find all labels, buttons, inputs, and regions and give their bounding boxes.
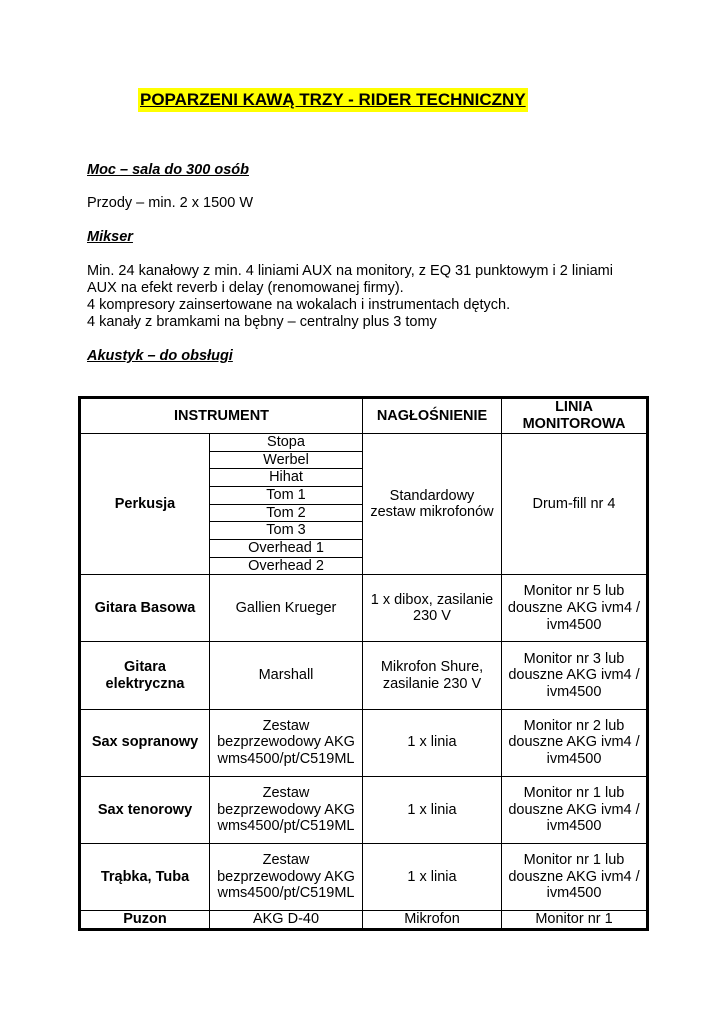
monitor-cell: Monitor nr 5 lub dousznе AKG ivm4 / ivm4500 (502, 575, 648, 642)
naglosnienie-cell: Mikrofon Shure, zasilanie 230 V (363, 642, 502, 709)
naglosnienie-cell: 1 x linia (363, 776, 502, 843)
mikser-line-1: Min. 24 kanałowy z min. 4 liniami AUX na monitory, z EQ 31 punktowym i 2 liniami (87, 263, 613, 279)
header-instrument: INSTRUMENT (80, 398, 363, 434)
drum-item: Tom 1 (210, 487, 363, 505)
moc-heading: Moc – sala do 300 osób (87, 162, 249, 178)
naglosnienie-cell: Mikrofon (363, 911, 502, 930)
monitor-cell: Drum-fill nr 4 (502, 434, 648, 575)
document-title: POPARZENI KAWĄ TRZY - RIDER TECHNICZNY (138, 88, 528, 112)
mikser-heading: Mikser (87, 229, 133, 245)
mikser-line-2: AUX na efekt reverb i delay (renomowanej firmy). (87, 280, 404, 296)
equipment-cell: AKG D-40 (210, 911, 363, 930)
drum-item: Hihat (210, 469, 363, 487)
mikser-line-4: 4 kanały z bramkami na bębny – centralny plus 3 tomy (87, 314, 437, 330)
instrument-name: Perkusja (80, 434, 210, 575)
table-row (80, 776, 648, 843)
table-row (80, 844, 648, 911)
drum-item: Overhead 2 (210, 557, 363, 575)
monitor-cell: Monitor nr 1 (502, 911, 648, 930)
instrument-name: Sax tenorowy (80, 776, 210, 843)
table-row (80, 434, 648, 452)
instrument-name: Puzon (80, 911, 210, 930)
drum-item: Overhead 1 (210, 539, 363, 557)
header-naglosnienie: NAGŁOŚNIENIE (363, 398, 502, 434)
drum-item: Tom 2 (210, 504, 363, 522)
instrument-name: Gitara Basowa (80, 575, 210, 642)
table-row (80, 575, 648, 642)
monitor-cell: Monitor nr 2 lub douszne AKG ivm4 / ivm4500 (502, 709, 648, 776)
monitor-cell: Monitor nr 1 lub douszne AKG ivm4 / ivm4500 (502, 776, 648, 843)
drum-item: Werbel (210, 451, 363, 469)
drum-item: Tom 3 (210, 522, 363, 540)
mikser-line-3: 4 kompresory zainsertowane na wokalach i instrumentach dętych. (87, 297, 511, 313)
table-header-row (80, 398, 648, 434)
header-linia-monitorowa: LINIA MONITOROWA (502, 398, 648, 434)
naglosnienie-cell: 1 x linia (363, 709, 502, 776)
table-row (80, 911, 648, 930)
naglosnienie-cell: Standardowy zestaw mikrofonów (363, 434, 502, 575)
rider-table (78, 396, 649, 931)
akustyk-heading: Akustyk – do obsługi (87, 348, 233, 364)
equipment-cell: Marshall (210, 642, 363, 709)
naglosnienie-cell: 1 x linia (363, 844, 502, 911)
table-row (80, 642, 648, 709)
monitor-cell: Monitor nr 1 lub douszne AKG ivm4 / ivm4500 (502, 844, 648, 911)
instrument-name: Gitara elektryczna (80, 642, 210, 709)
drum-item: Stopa (210, 434, 363, 452)
monitor-cell: Monitor nr 3 lub douszne AKG ivm4 / ivm4500 (502, 642, 648, 709)
equipment-cell: Zestaw bezprzewodowy AKG wms4500/pt/C519ML (210, 844, 363, 911)
instrument-name: Sax sopranowy (80, 709, 210, 776)
table-row (80, 709, 648, 776)
moc-line: Przody – min. 2 x 1500 W (87, 195, 254, 211)
equipment-cell: Zestaw bezprzewodowy AKG wms4500/pt/C519ML (210, 776, 363, 843)
instrument-name: Trąbka, Tuba (80, 844, 210, 911)
naglosnienie-cell: 1 x dibox, zasilanie 230 V (363, 575, 502, 642)
equipment-cell: Zestaw bezprzewodowy AKG wms4500/pt/C519ML (210, 709, 363, 776)
equipment-cell: Gallien Krueger (210, 575, 363, 642)
